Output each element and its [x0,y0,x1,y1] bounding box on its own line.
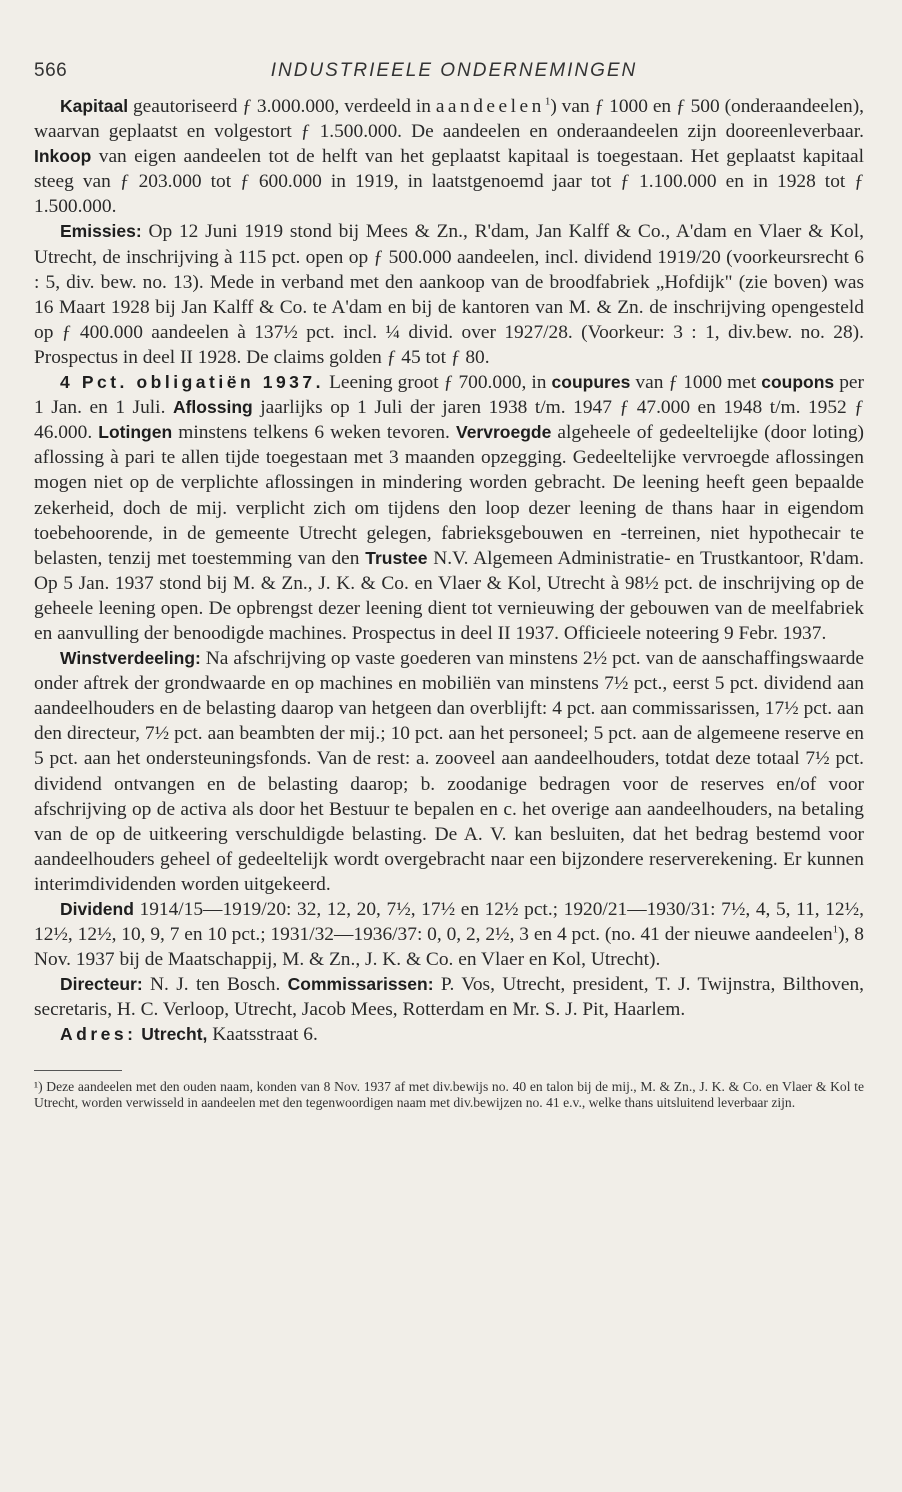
label-lotingen: Lotingen [98,422,173,443]
label-kapitaal: Kapitaal [60,96,129,116]
spaced-term: aandeelen [435,96,545,117]
label-aflossing: Aflossing [172,397,253,418]
text-segment: ) van ƒ 1000 en ƒ 500 (onderaandeelen), waarvan geplaatst en volgestort ƒ 1.500.000. De aandeelen en onderaandeelen zijn dooreenleverbaar. [34,96,864,143]
label-vervroegde: Vervroegde [455,422,552,443]
label-coupons: coupons [761,372,835,393]
paragraph-obligatien [34,370,864,646]
label-city: Utrecht, [141,1024,208,1045]
text-segment: van ƒ 1000 met [630,372,762,394]
text-segment: minstens telkens 6 weken tevoren. [172,422,456,444]
paragraph-winstverdeeling [34,646,864,897]
text-segment: per 1 Jan. en 1 Juli. [34,372,864,419]
text-segment: N. J. ten Bosch. [142,974,288,996]
label-emissies: Emissies: [60,221,142,242]
running-header [34,60,864,82]
running-title: INDUSTRIEELE ONDERNEMINGEN [270,60,638,81]
label-dividend: Dividend [60,899,134,919]
text-segment: 1914/15—1919/20: 32, 12, 20, 7½, 17½ en 12½ pct.; 1920/21—1930/31: 7½, 4, 5, 11, 12½, 12½, 12½, 10, 9, 7 en 10 pct.; 1931/32—1936/37: 0, 0, 2, 2½, 3 en 4 pct. (no. 41 der nieuwe aandeelen [34,899,864,946]
paragraph-emissies [34,219,864,370]
label-inkoop: Inkoop [34,146,92,167]
text-segment: N.V. Algemeen Administratie- en Trustkantoor, R'dam. Op 5 Jan. 1937 stond bij M. & Zn., J. K. & Co. en Vlaer & Kol, Utrecht à 98½ pct. de inschrijving op de geheele leening open. De opbrengst dezer leening dient tot vernieuwing der gebouwen van de meelfabriek en aanvulling der benoodigde machines. Prospectus in deel II 1937. Officieele noteering 9 Febr. 1937. [34,547,864,644]
label-directeur: Directeur: [60,974,143,995]
label-commissarissen: Commissarissen: [287,974,434,995]
label-adres: Adres: [60,1024,137,1045]
text-segment: ), 8 Nov. 1937 bij de Maatschappij, M. & Zn., J. K. & Co. en Vlaer en Kol, Utrecht). [34,924,865,971]
text-segment: Leening groot ƒ 700.000, in [324,372,552,394]
text-segment: van eigen aandeelen tot de helft van het geplaatst kapitaal is toegestaan. Het geplaatst kapitaal steeg van ƒ 203.000 tot ƒ 600.000 in 1919, in laatstgenoemd jaar tot ƒ 1.100.000 en in 1928 tot ƒ 1.500.000. [34,146,864,218]
text-segment: Kaatsstraat 6. [207,1024,318,1046]
body-text [34,94,864,1048]
text-segment: algeheele of gedeeltelijke (door loting) aflossing à pari te allen tijde toegestaan met 3 maanden opzegging. Gedeeltelijke vervroegde aflossingen mogen niet op de verplichte aflossingen in mindering worden gebracht. De leening heeft geen bepaalde zekerheid, doch de mij. verplicht zich om tijdens den loop dezer leening de thans haar in eigendom toebehoorende, in de gemeente Utrecht gelegen, fabrieksgebouwen en -terreinen, niet hypothecair te belasten, tenzij met toestemming van den [34,422,864,569]
text-segment: geautoriseerd ƒ 3.000.000, verdeeld in [128,96,436,117]
label-trustee: Trustee [365,547,428,568]
footnote-ref: 1 [544,95,551,108]
paragraph-kapitaal [34,94,864,219]
footnote [34,1079,864,1112]
label-obligatien: 4 Pct. obligatiën 1937. [60,372,325,393]
footnote-marker: ¹) [34,1078,43,1094]
label-winstverdeeling: Winstverdeeling: [60,648,201,669]
paragraph-adres [34,1022,864,1047]
footnote-divider [34,1070,122,1071]
paragraph-directeur [34,972,864,1022]
text-segment: Op 12 Juni 1919 stond bij Mees & Zn., R'dam, Jan Kalff & Co., A'dam en Vlaer & Kol, Utrecht, de inschrijving à 115 pct. open op ƒ 500.000 aandeelen, incl. dividend 1919/20 (voorkeursrecht 6 : 5, div. bew. no. 13). Mede in verband met den aankoop van de broodfabriek „Hofdijk" (zie boven) was 16 Maart 1928 bij Jan Kalff & Co. te A'dam en bij de kantoren van M. & Zn. de inschrijving opengesteld op ƒ 400.000 aandeelen à 137½ pct. incl. ¼ divid. over 1927/28. (Voorkeur: 3 : 1, div.bew. no. 28). Prospectus in deel II 1928. De claims golden ƒ 45 tot ƒ 80. [34,221,864,368]
page-number: 566 [34,60,68,81]
text-segment: Na afschrijving op vaste goederen van minstens 2½ pct. van de aanschaffingswaarde onder aftrek der grondwaarde en op machines en mobiliën van minstens 7½ pct., eerst 5 pct. dividend aan aandeelhouders en de belasting daarop van hetgeen dan overblijft: 4 pct. aan commissarissen, 17½ pct. aan den directeur, 7½ pct. aan beambten der mij.; 10 pct. aan het personeel; 5 pct. aan de algemeene reserve en 5 pct. aan het ondersteuningsfonds. Van de rest: a. zooveel aan aandeelhouders, totdat deze totaal 7½ pct. dividend ontvangen en de belasting daarop; b. zoodanige bedragen voor de reserves en/of voor afschrijving op de activa als door het Bestuur te bepalen en c. het overige aan aandeelhouders, na betaling van de op de uitkeering verschuldigde belasting. De A. V. kan besluiten, dat het bedrag bestemd voor aandeelhouders geheel of gedeeltelijk wordt overgebracht naar een bijzondere reserverekening. Er kunnen interimdividenden worden uitgekeerd. [34,648,864,895]
paragraph-dividend [34,897,864,972]
label-coupures: coupures [551,372,631,393]
text-segment: jaarlijks op 1 Juli der jaren 1938 t/m. 1947 ƒ 47.000 en 1948 t/m. 1952 ƒ 46.000. [34,397,864,444]
footnote-ref: 1 [832,923,839,936]
text-segment: P. Vos, Utrecht, president, T. J. Twijnstra, Bilthoven, secretaris, H. C. Verloop, Utrecht, Jacob Mees, Rotterdam en Mr. S. J. Pit, Haarlem. [34,974,864,1021]
footnote-text: Deze aandeelen met den ouden naam, konden van 8 Nov. 1937 af met div.bewijs no. 40 en talon bij de mij., M. & Zn., J. K. & Co. en Vlaer & Kol te Utrecht, worden verwisseld in aandeelen met den tegenwoordigen naam met div.bewijzen no. 41 e.v., welke thans uitsluitend leverbaar zijn. [34,1078,864,1111]
